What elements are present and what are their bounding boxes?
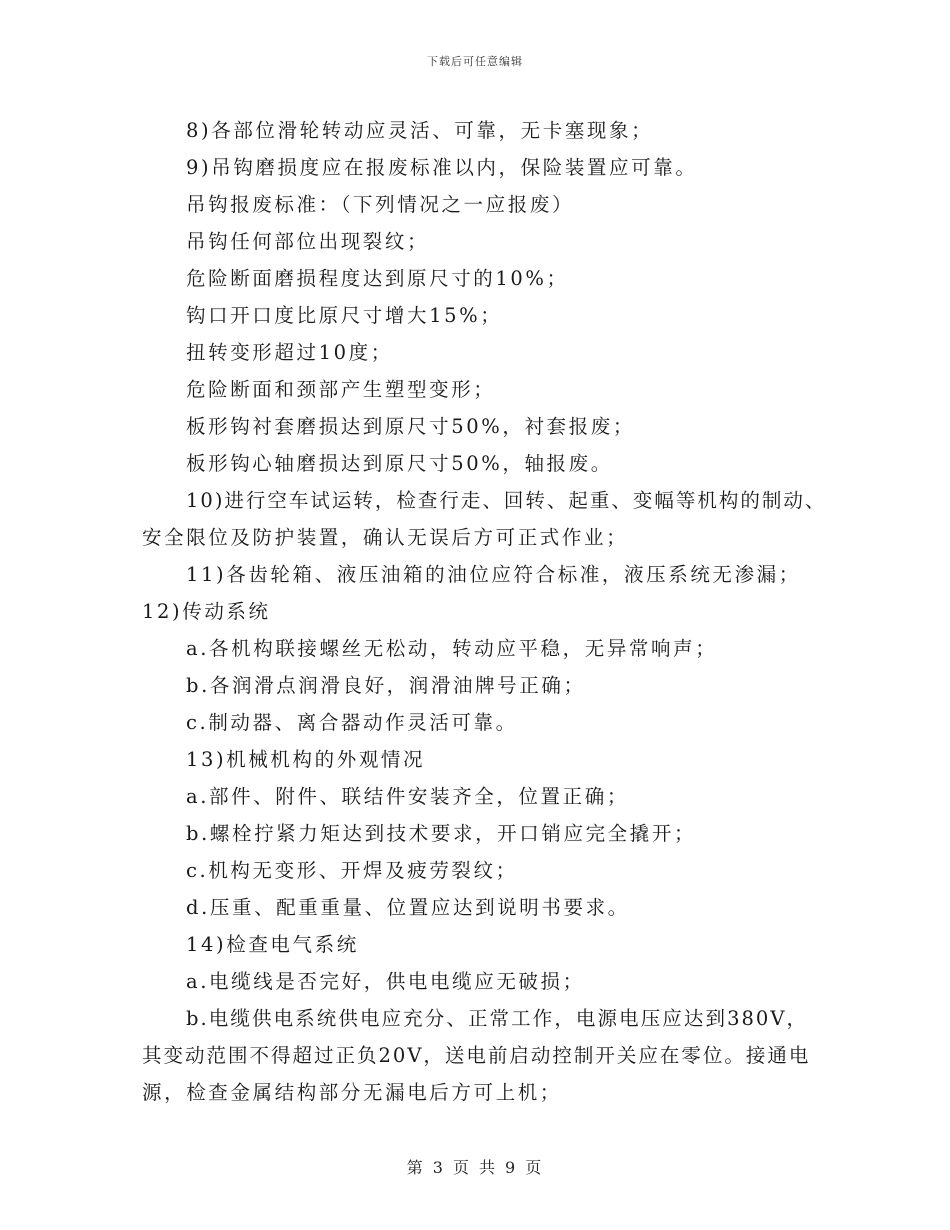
text-line: d.压重、配重重量、位置应达到说明书要求。 bbox=[186, 896, 630, 919]
text-line: 其变动范围不得超过正负20V，送电前启动控制开关应在零位。接通电 bbox=[142, 1044, 811, 1067]
footer-total-word: 共 bbox=[479, 1158, 498, 1177]
text-line: 源，检查金属结构部分无漏电后方可上机； bbox=[142, 1081, 562, 1104]
text-line: 吊钩报废标准：（下列情况之一应报废） bbox=[186, 193, 575, 216]
text-line: a.部件、附件、联结件安装齐全，位置正确； bbox=[186, 785, 629, 808]
document-body bbox=[142, 112, 827, 1111]
text-line: 8)各部位滑轮转动应灵活、可靠，无卡塞现象； bbox=[186, 119, 654, 142]
text-line: b.螺栓拧紧力矩达到技术要求，开口销应完全撬开； bbox=[186, 822, 697, 845]
text-line: b.电缆供电系统供电应充分、正常工作，电源电压应达到380V， bbox=[186, 1007, 808, 1030]
text-line: 安全限位及防护装置，确认无误后方可正式作业； bbox=[142, 526, 629, 549]
text-line: 板形钩心轴磨损达到原尺寸50%，轴报废。 bbox=[186, 452, 613, 475]
text-line: 吊钩任何部位出现裂纹； bbox=[186, 230, 430, 253]
text-line: 危险断面磨损程度达到原尺寸的10%； bbox=[186, 267, 569, 290]
text-line: 10)进行空车试运转，检查行走、回转、起重、变幅等机构的制动、 bbox=[186, 489, 827, 512]
text-line: 12)传动系统 bbox=[142, 600, 271, 623]
page-footer bbox=[0, 1155, 950, 1178]
total-pages: 9 bbox=[505, 1158, 518, 1177]
text-line: c.制动器、离合器动作灵活可靠。 bbox=[186, 711, 518, 734]
text-line: c.机构无变形、开焊及疲劳裂纹； bbox=[186, 859, 518, 882]
text-line: 板形钩衬套磨损达到原尺寸50%，衬套报废； bbox=[186, 415, 635, 438]
text-line: 11)各齿轮箱、液压油箱的油位应符合标准，液压系统无渗漏； bbox=[186, 563, 801, 586]
text-line: a.各机构联接螺丝无松动，转动应平稳，无异常响声； bbox=[186, 637, 718, 660]
footer-page-word: 页 bbox=[452, 1158, 471, 1177]
text-line: 9)吊钩磨损度应在报废标准以内，保险装置应可靠。 bbox=[186, 156, 698, 179]
text-line: 扭转变形超过10度； bbox=[186, 341, 393, 364]
text-line: 钩口开口度比原尺寸增大15%； bbox=[186, 304, 503, 327]
page-header: 下载后可任意编辑 bbox=[427, 55, 523, 68]
page-number: 3 bbox=[432, 1158, 445, 1177]
text-line: b.各润滑点润滑良好，润滑油牌号正确； bbox=[186, 674, 586, 697]
footer-suffix: 页 bbox=[525, 1158, 544, 1177]
footer-prefix: 第 bbox=[406, 1158, 425, 1177]
text-line: 危险断面和颈部产生塑型变形； bbox=[186, 378, 496, 401]
text-line: a.电缆线是否完好，供电电缆应无破损； bbox=[186, 970, 585, 993]
text-line: 14)检查电气系统 bbox=[186, 933, 359, 956]
text-line: 13)机械机构的外观情况 bbox=[186, 748, 426, 771]
